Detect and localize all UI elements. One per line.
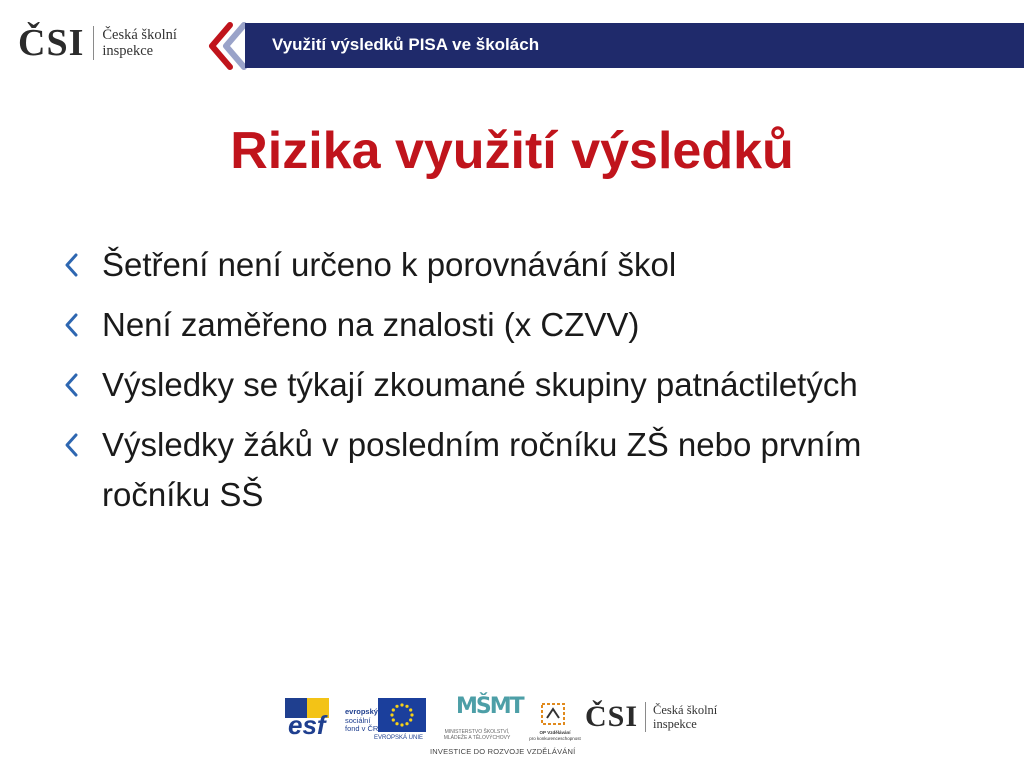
slide-title: Rizika využití výsledků: [230, 122, 794, 180]
svg-text:esf: esf: [288, 710, 326, 738]
header-title: Využití výsledků PISA ve školách: [272, 35, 540, 54]
csi-logo: [18, 24, 177, 62]
logo-small-line-2: inspekce: [653, 717, 697, 731]
chevron-left-icon: [62, 432, 82, 458]
logo-line-2: inspekce: [102, 43, 154, 59]
csi-logo-small: [585, 702, 717, 732]
bullet-text: Výsledky se týkají zkoumané skupiny patnáctiletých: [102, 366, 858, 403]
csi-logo-mark: ČSI: [18, 22, 85, 64]
investice-label: INVESTICE DO ROZVOJE VZDĚLÁVÁNÍ: [430, 747, 576, 756]
csi-logo-text: [102, 27, 177, 59]
csi-logo-mark-small: ČSI: [585, 700, 639, 733]
bullet-item: [62, 300, 962, 350]
logo-line-1: Česká školní: [102, 27, 177, 43]
logo-divider-small: [645, 702, 646, 732]
bullet-text: Šetření není určeno k porovnávání škol: [102, 246, 677, 283]
esf-logo-icon: [285, 698, 343, 738]
op-line-1: OP Vzdělávání: [539, 730, 571, 735]
chevron-left-icon: [62, 252, 82, 278]
footer-logos: [285, 694, 755, 764]
bullet-list: [62, 240, 962, 530]
esf-line-3: fond v ČR: [345, 724, 379, 733]
esf-line-1: evropský: [345, 707, 378, 716]
csi-logo-text-small: [653, 703, 717, 731]
chevron-left-icon: [62, 372, 82, 398]
op-label: [525, 730, 585, 741]
msmt-line-2: MLÁDEŽE A TĚLOVÝCHOVY: [443, 735, 511, 741]
msmt-logo: MŠMT: [456, 694, 523, 719]
eu-flag-icon: [378, 698, 426, 732]
bullet-text: Výsledky žáků v posledním ročníku ZŠ nebo prvním ročníku SŠ: [102, 426, 862, 513]
eu-label: EVROPSKÁ UNIE: [374, 735, 424, 741]
chevron-left-icon: [62, 312, 82, 338]
logo-divider: [93, 26, 94, 60]
logo-small-line-1: Česká školní: [653, 703, 718, 717]
msmt-line-1: MINISTERSTVO ŠKOLSTVÍ,: [444, 729, 510, 735]
op-logo-icon: [538, 700, 568, 728]
bullet-item: [62, 360, 962, 410]
eu-stars-icon: [378, 698, 426, 732]
bullet-item: [62, 240, 962, 290]
bullet-text: Není zaměřeno na znalosti (x CZVV): [102, 306, 640, 343]
bullet-item: [62, 420, 962, 520]
header-chevrons-icon: [200, 21, 250, 71]
esf-text: [345, 708, 378, 734]
op-line-2: pro konkurenceschopnost: [529, 735, 581, 741]
msmt-label: [432, 729, 522, 741]
esf-line-2: sociální: [345, 715, 371, 725]
